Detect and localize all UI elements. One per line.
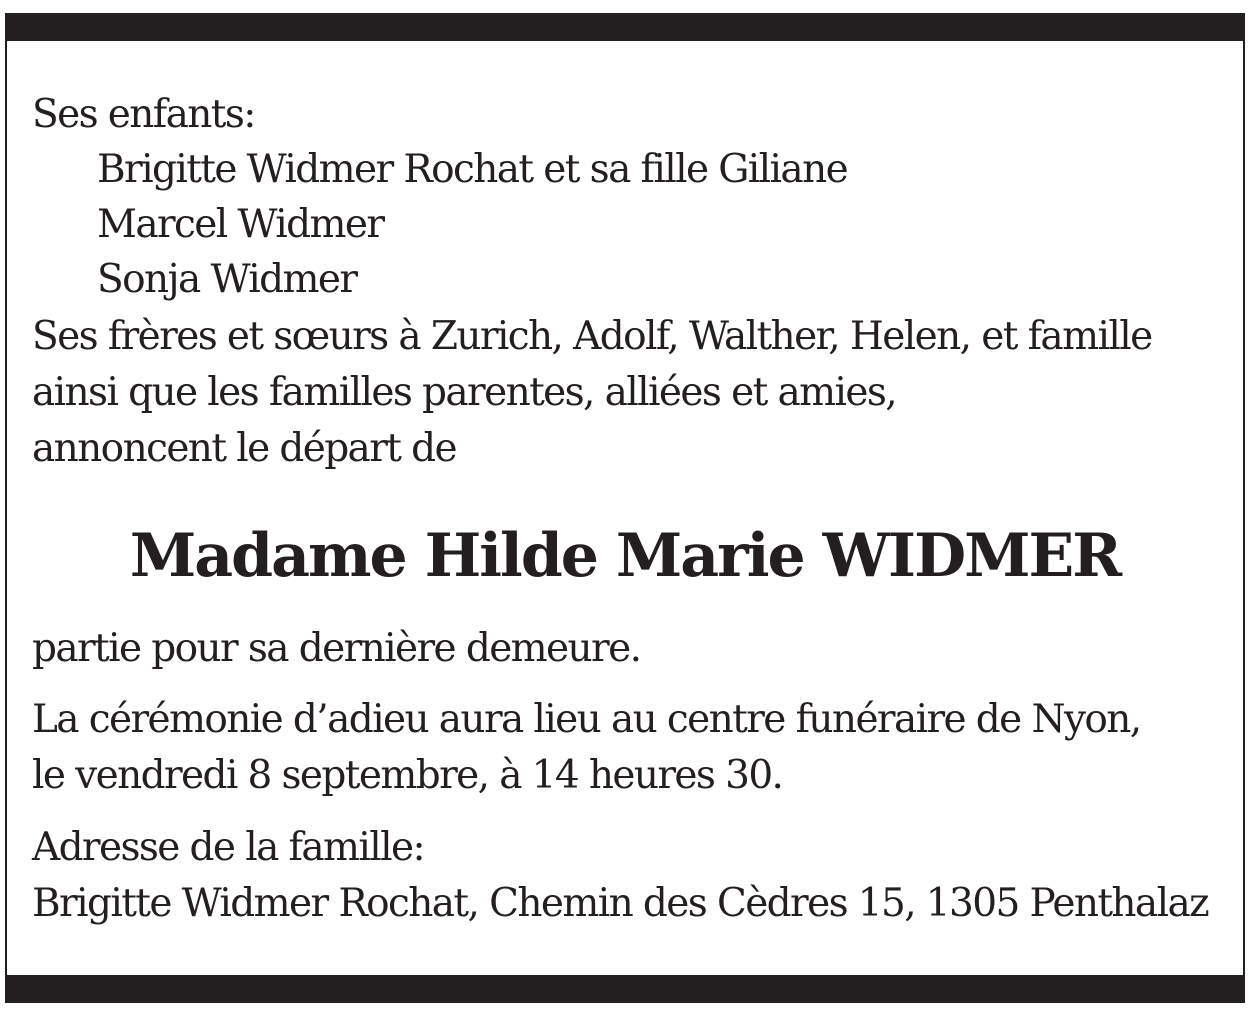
obituary-notice bbox=[5, 13, 1245, 1003]
family-address: Brigitte Widmer Rochat, Chemin des Cèdres 15, 1305 Penthalaz bbox=[32, 881, 1209, 926]
children-heading: Ses enfants: bbox=[32, 92, 255, 137]
departure-line: partie pour sa dernière demeure. bbox=[32, 626, 641, 671]
top-border-bar bbox=[7, 13, 1243, 41]
ceremony-line-2: le vendredi 8 septembre, à 14 heures 30. bbox=[32, 753, 783, 798]
address-heading: Adresse de la famille: bbox=[32, 825, 425, 870]
child-name: Brigitte Widmer Rochat et sa fille Giliane bbox=[97, 147, 848, 192]
families-line: ainsi que les familles parentes, alliées et amies, bbox=[32, 370, 897, 415]
child-name: Sonja Widmer bbox=[97, 257, 357, 302]
bottom-border-bar bbox=[7, 975, 1243, 1003]
deceased-name: Madame Hilde Marie WIDMER bbox=[129, 521, 1121, 591]
child-name: Marcel Widmer bbox=[97, 202, 384, 247]
announce-line: annoncent le départ de bbox=[32, 426, 456, 471]
ceremony-line-1: La cérémonie d’adieu aura lieu au centre funéraire de Nyon, bbox=[32, 697, 1141, 742]
siblings-line: Ses frères et sœurs à Zurich, Adolf, Walther, Helen, et famille bbox=[32, 314, 1152, 359]
